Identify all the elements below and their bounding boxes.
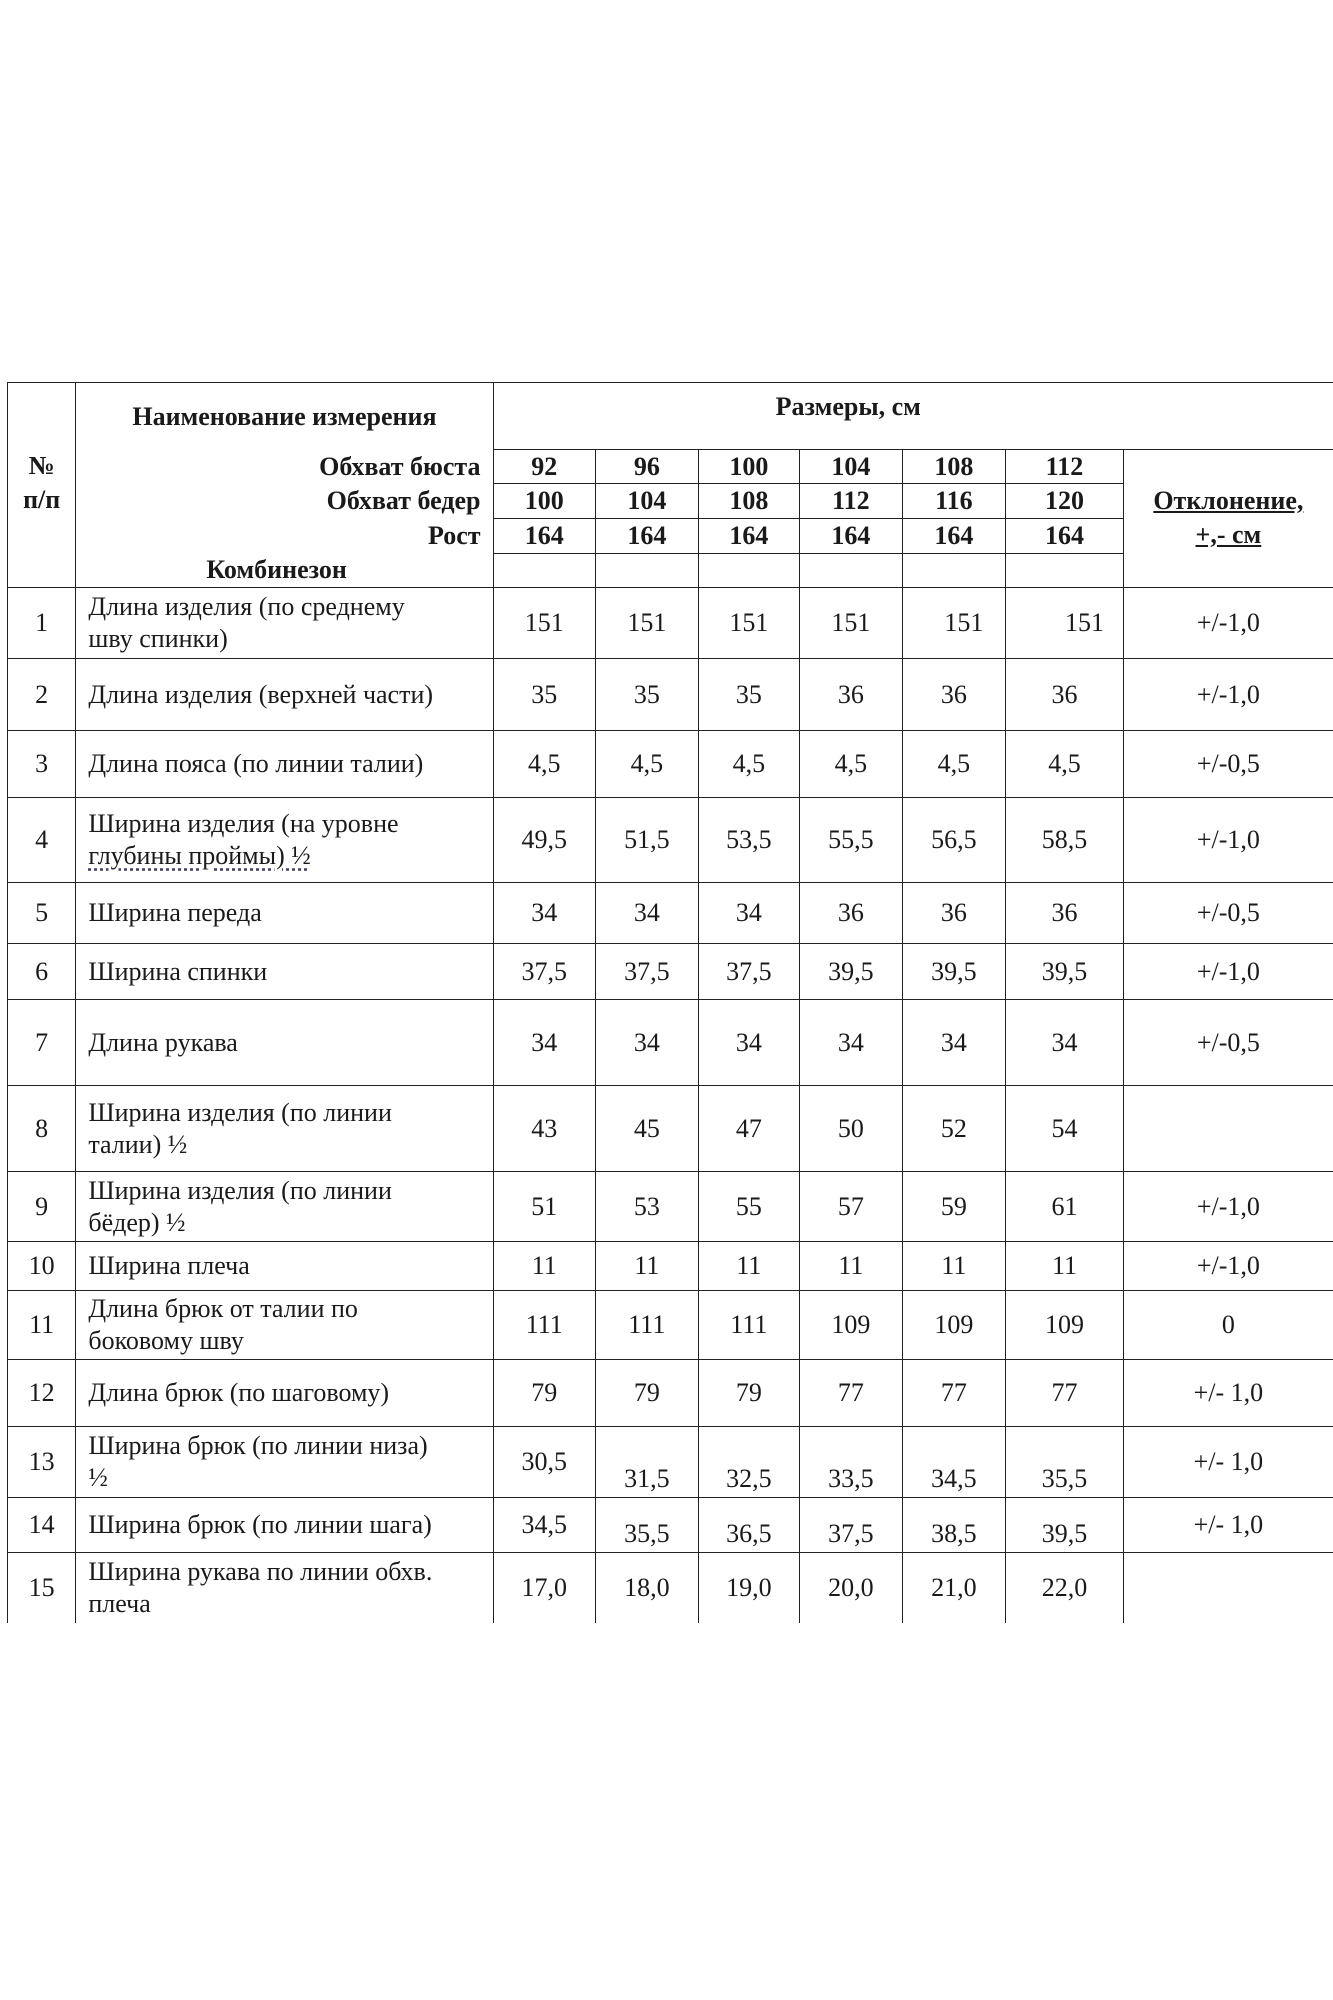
measurement-name: Ширина плеча	[76, 1242, 493, 1291]
height-size: 164	[902, 519, 1006, 554]
size-value: 111	[698, 1291, 800, 1360]
row-number: 4	[8, 798, 76, 883]
size-value: 4,5	[596, 731, 699, 798]
table-row	[8, 1000, 1333, 1086]
product-cell	[493, 554, 596, 588]
measurement-name: Ширина брюк (по линии шага)	[76, 1498, 493, 1553]
measurement-name-line: Ширина брюк (по линии низа)	[88, 1431, 428, 1460]
measurement-name: Длина изделия (верхней части)	[76, 659, 493, 731]
size-value: 151	[596, 588, 699, 659]
table-row	[8, 588, 1333, 659]
table-row	[8, 798, 1333, 883]
measurement-name-line: боковому шву	[88, 1326, 244, 1355]
size-value: 77	[902, 1360, 1006, 1427]
height-size: 164	[1006, 519, 1124, 554]
size-value: 11	[1006, 1242, 1124, 1291]
size-value: 53	[596, 1172, 699, 1242]
size-value: 151	[800, 588, 903, 659]
size-value: 11	[902, 1242, 1006, 1291]
size-value: 34	[902, 1000, 1006, 1086]
size-value: 56,5	[902, 798, 1006, 883]
size-value: 11	[800, 1242, 903, 1291]
size-value: 51,5	[596, 798, 699, 883]
num-header-top	[8, 383, 76, 450]
num-header-symbol: №	[8, 450, 76, 484]
size-value: 79	[493, 1360, 596, 1427]
size-value: 151	[698, 588, 800, 659]
size-value: 39,5	[1006, 944, 1124, 1000]
table-row	[8, 1360, 1333, 1427]
table-row	[8, 1553, 1333, 1623]
product-cell	[800, 554, 903, 588]
measurement-name-line: Длина изделия (по среднему	[88, 592, 405, 621]
measurement-name: Длина рукава	[76, 1000, 493, 1086]
size-value: 49,5	[493, 798, 596, 883]
size-value: 36	[1006, 883, 1124, 944]
size-value: 39,5	[1006, 1498, 1124, 1553]
row-number: 6	[8, 944, 76, 1000]
size-value: 39,5	[902, 944, 1006, 1000]
table-row	[8, 1242, 1333, 1291]
deviation-value: +/-0,5	[1123, 883, 1333, 944]
height-size: 164	[596, 519, 699, 554]
size-value: 35	[493, 659, 596, 731]
deviation-value: +/-1,0	[1123, 1242, 1333, 1291]
row-number: 12	[8, 1360, 76, 1427]
deviation-header-unit: +,- см	[1123, 519, 1333, 554]
measurement-name-line: ½	[88, 1463, 108, 1492]
deviation-value: +/-1,0	[1123, 944, 1333, 1000]
size-value: 111	[493, 1291, 596, 1360]
num-header-spacer	[8, 519, 76, 554]
measurement-name	[76, 588, 493, 659]
size-value: 59	[902, 1172, 1006, 1242]
measurement-name	[76, 1086, 493, 1172]
bust-size: 96	[596, 450, 699, 484]
size-value: 37,5	[800, 1498, 903, 1553]
size-chart-table	[7, 382, 1333, 1623]
size-value: 52	[902, 1086, 1006, 1172]
num-header-abbr: п/п	[8, 484, 76, 519]
size-value: 21,0	[902, 1553, 1006, 1623]
measurement-name-line: шву спинки)	[88, 624, 228, 653]
size-value: 61	[1006, 1172, 1124, 1242]
measurement-name: Длина брюк (по шаговому)	[76, 1360, 493, 1427]
size-value: 37,5	[493, 944, 596, 1000]
size-value: 35,5	[1006, 1427, 1124, 1498]
table-row	[8, 1498, 1333, 1553]
measurement-name-line: бёдер) ½	[88, 1207, 186, 1237]
size-value: 4,5	[800, 731, 903, 798]
height-label: Рост	[76, 519, 493, 554]
size-value: 58,5	[1006, 798, 1124, 883]
measurement-name: Ширина спинки	[76, 944, 493, 1000]
size-value: 34	[698, 883, 800, 944]
size-value: 151	[493, 588, 596, 659]
measurement-name-line: Ширина изделия (по линии	[88, 1175, 392, 1205]
size-value: 47	[698, 1086, 800, 1172]
size-value: 36	[902, 659, 1006, 731]
size-value: 11	[596, 1242, 699, 1291]
deviation-value: 0	[1123, 1291, 1333, 1360]
size-value: 77	[1006, 1360, 1124, 1427]
measurement-name: Ширина переда	[76, 883, 493, 944]
size-value: 34	[596, 1000, 699, 1086]
row-number: 10	[8, 1242, 76, 1291]
size-value: 36,5	[698, 1498, 800, 1553]
deviation-value: +/-1,0	[1123, 659, 1333, 731]
table-row	[8, 1086, 1333, 1172]
deviation-header-top	[1123, 450, 1333, 484]
size-value: 34	[1006, 1000, 1124, 1086]
header-row-product	[8, 554, 1333, 588]
deviation-value: +/-1,0	[1123, 798, 1333, 883]
size-value: 50	[800, 1086, 903, 1172]
size-value: 32,5	[698, 1427, 800, 1498]
measurement-name	[76, 798, 493, 883]
size-value: 17,0	[493, 1553, 596, 1623]
row-number: 14	[8, 1498, 76, 1553]
row-number: 1	[8, 588, 76, 659]
size-value: 11	[698, 1242, 800, 1291]
size-value: 31,5	[596, 1427, 699, 1498]
product-cell	[698, 554, 800, 588]
row-number: 3	[8, 731, 76, 798]
product-label: Комбинезон	[76, 554, 493, 588]
header-row-height	[8, 519, 1333, 554]
hips-label: Обхват бедер	[76, 484, 493, 519]
size-value: 22,0	[1006, 1553, 1124, 1623]
hips-size: 108	[698, 484, 800, 519]
product-cell	[596, 554, 699, 588]
size-value: 4,5	[493, 731, 596, 798]
size-value: 51	[493, 1172, 596, 1242]
size-value: 37,5	[596, 944, 699, 1000]
size-value: 38,5	[902, 1498, 1006, 1553]
size-value: 36	[902, 883, 1006, 944]
size-value: 11	[493, 1242, 596, 1291]
size-value: 53,5	[698, 798, 800, 883]
measurement-name	[76, 1291, 493, 1360]
size-value: 34	[698, 1000, 800, 1086]
measurement-name	[76, 1553, 493, 1623]
size-value: 45	[596, 1086, 699, 1172]
table-row	[8, 1172, 1333, 1242]
size-value: 34	[596, 883, 699, 944]
measurement-name-line: глубины проймы) ½	[88, 841, 311, 870]
measurement-name-line: плеча	[88, 1588, 151, 1618]
height-size: 164	[698, 519, 800, 554]
deviation-value: +/- 1,0	[1123, 1498, 1333, 1553]
size-value: 33,5	[800, 1427, 903, 1498]
measurement-name-line: Ширина рукава по линии обхв.	[88, 1556, 433, 1586]
row-number: 5	[8, 883, 76, 944]
size-value: 151	[902, 588, 1006, 659]
size-value: 109	[902, 1291, 1006, 1360]
size-value: 34,5	[493, 1498, 596, 1553]
deviation-value: +/-1,0	[1123, 1172, 1333, 1242]
size-value: 36	[1006, 659, 1124, 731]
hips-size: 100	[493, 484, 596, 519]
size-value: 20,0	[800, 1553, 903, 1623]
hips-size: 116	[902, 484, 1006, 519]
size-value: 34	[800, 1000, 903, 1086]
header-row-bust	[8, 450, 1333, 484]
table-row	[8, 1291, 1333, 1360]
deviation-value: +/-0,5	[1123, 731, 1333, 798]
measurement-name	[76, 1172, 493, 1242]
size-value: 54	[1006, 1086, 1124, 1172]
size-value: 35	[596, 659, 699, 731]
product-cell	[1006, 554, 1124, 588]
size-value: 57	[800, 1172, 903, 1242]
hips-size: 112	[800, 484, 903, 519]
deviation-value: +/-1,0	[1123, 588, 1333, 659]
size-value: 34	[493, 1000, 596, 1086]
table-row	[8, 1427, 1333, 1498]
height-size: 164	[493, 519, 596, 554]
product-cell	[902, 554, 1006, 588]
row-number: 11	[8, 1291, 76, 1360]
row-number: 13	[8, 1427, 76, 1498]
name-header: Наименование измерения	[76, 383, 493, 450]
size-value: 36	[800, 659, 903, 731]
bust-size: 112	[1006, 450, 1124, 484]
size-value: 35,5	[596, 1498, 699, 1553]
size-value: 109	[1006, 1291, 1124, 1360]
deviation-value: +/- 1,0	[1123, 1360, 1333, 1427]
deviation-header: Отклонение,	[1123, 484, 1333, 519]
size-value: 34	[493, 883, 596, 944]
size-value: 4,5	[698, 731, 800, 798]
size-value: 37,5	[698, 944, 800, 1000]
deviation-value: +/-0,5	[1123, 1000, 1333, 1086]
measurement-name: Длина пояса (по линии талии)	[76, 731, 493, 798]
size-value: 109	[800, 1291, 903, 1360]
size-value: 77	[800, 1360, 903, 1427]
bust-label: Обхват бюста	[76, 450, 493, 484]
size-value: 34,5	[902, 1427, 1006, 1498]
size-value: 55	[698, 1172, 800, 1242]
height-size: 164	[800, 519, 903, 554]
size-value: 79	[698, 1360, 800, 1427]
bust-size: 92	[493, 450, 596, 484]
deviation-header-bottom	[1123, 554, 1333, 588]
size-value: 35	[698, 659, 800, 731]
row-number: 8	[8, 1086, 76, 1172]
size-value: 43	[493, 1086, 596, 1172]
table-row	[8, 883, 1333, 944]
table-row	[8, 659, 1333, 731]
size-value: 18,0	[596, 1553, 699, 1623]
measurement-name-line: Ширина изделия (на уровне	[88, 809, 399, 838]
sizes-header: Размеры, см	[493, 383, 1333, 450]
measurement-name	[76, 1427, 493, 1498]
size-value: 19,0	[698, 1553, 800, 1623]
measurement-name-line: Длина брюк от талии по	[88, 1294, 358, 1323]
size-value: 111	[596, 1291, 699, 1360]
size-value: 55,5	[800, 798, 903, 883]
row-number: 2	[8, 659, 76, 731]
bust-size: 108	[902, 450, 1006, 484]
hips-size: 120	[1006, 484, 1124, 519]
size-value: 39,5	[800, 944, 903, 1000]
table-row	[8, 944, 1333, 1000]
size-chart-table-wrap	[0, 382, 1333, 1623]
deviation-value: +/- 1,0	[1123, 1427, 1333, 1498]
size-value: 151	[1006, 588, 1124, 659]
table-row	[8, 731, 1333, 798]
num-header-bottom	[8, 554, 76, 588]
size-value: 36	[800, 883, 903, 944]
deviation-value	[1123, 1086, 1333, 1172]
bust-size: 104	[800, 450, 903, 484]
header-row-hips	[8, 484, 1333, 519]
bust-size: 100	[698, 450, 800, 484]
size-value: 4,5	[902, 731, 1006, 798]
row-number: 15	[8, 1553, 76, 1623]
size-value: 30,5	[493, 1427, 596, 1498]
size-value: 79	[596, 1360, 699, 1427]
size-value: 4,5	[1006, 731, 1124, 798]
hips-size: 104	[596, 484, 699, 519]
header-row-sizes	[8, 383, 1333, 450]
row-number: 7	[8, 1000, 76, 1086]
measurement-name-line: талии) ½	[88, 1129, 188, 1159]
measurement-name-line: Ширина изделия (по линии	[88, 1097, 392, 1127]
deviation-value	[1123, 1553, 1333, 1623]
row-number: 9	[8, 1172, 76, 1242]
